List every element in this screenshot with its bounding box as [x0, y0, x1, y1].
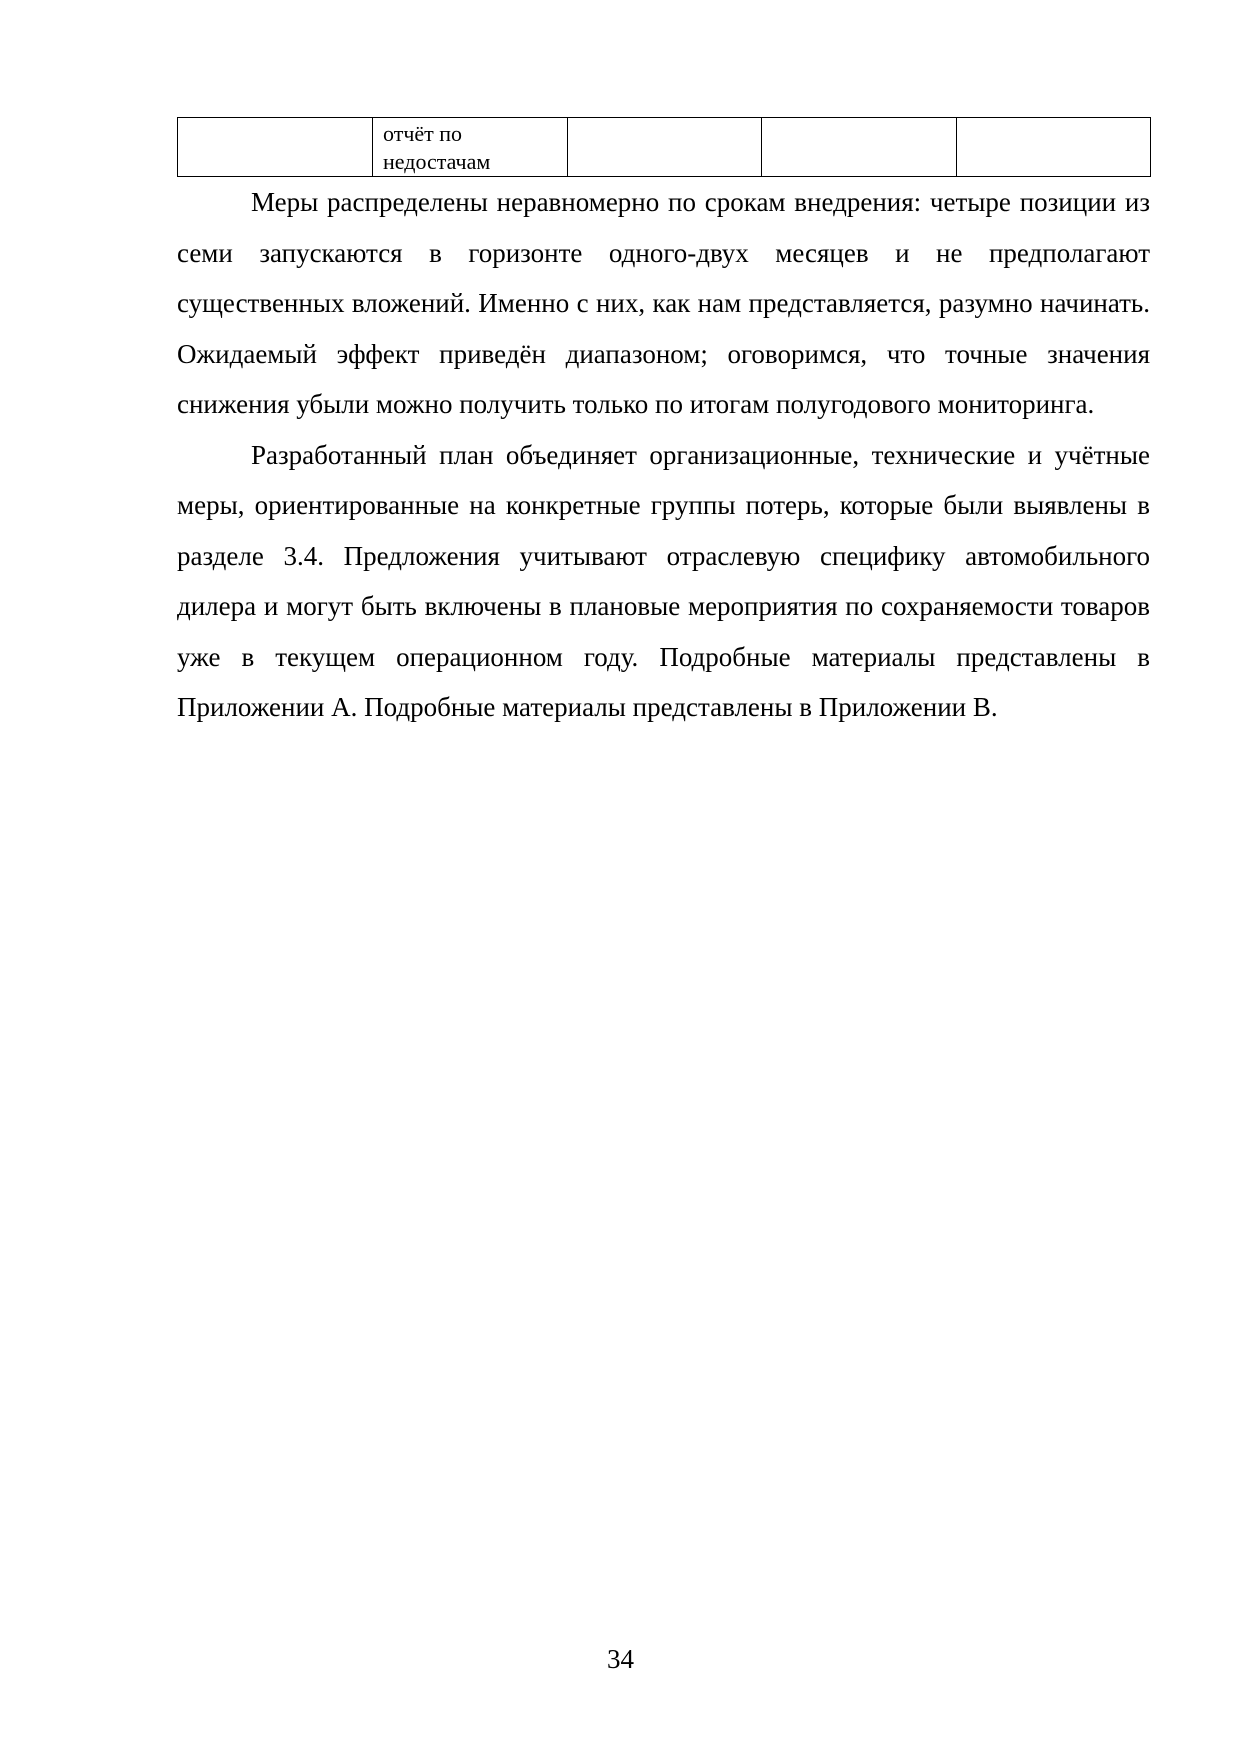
table-cell: [957, 118, 1151, 177]
measures-table-continuation: [177, 117, 1151, 177]
table-cell: [568, 118, 762, 177]
paragraph-plan-summary: Разработанный план объединяет организационные, технические и учётные меры, ориентированные на конкретные группы потерь, которые были выявлены в разделе 3.4. Предложения учитывают отраслевую специфику автомобильного дилера и могут быть включены в плановые мероприятия по сохраняемости товаров уже в текущем операционном году. Подробные материалы представлены в Приложении А. Подробные материалы представлены в Приложении В.: [177, 439, 1150, 722]
page-number: 34: [607, 1644, 634, 1674]
table-cell: [762, 118, 957, 177]
paragraph-measures-timing: Меры распределены неравномерно по срокам внедрения: четыре позиции из семи запускаются в горизонте одного-двух месяцев и не предполагают существенных вложений. Именно с них, как нам представляется, разумно начинать. Ожидаемый эффект приведён диапазоном; оговоримся, что точные значения снижения убыли можно получить только по итогам полугодового мониторинга.: [177, 187, 1150, 419]
table-cell: [178, 118, 373, 177]
page-content: [177, 117, 1150, 733]
table-cell: отчёт по недостачам: [373, 118, 568, 177]
table-row: [178, 118, 1151, 177]
